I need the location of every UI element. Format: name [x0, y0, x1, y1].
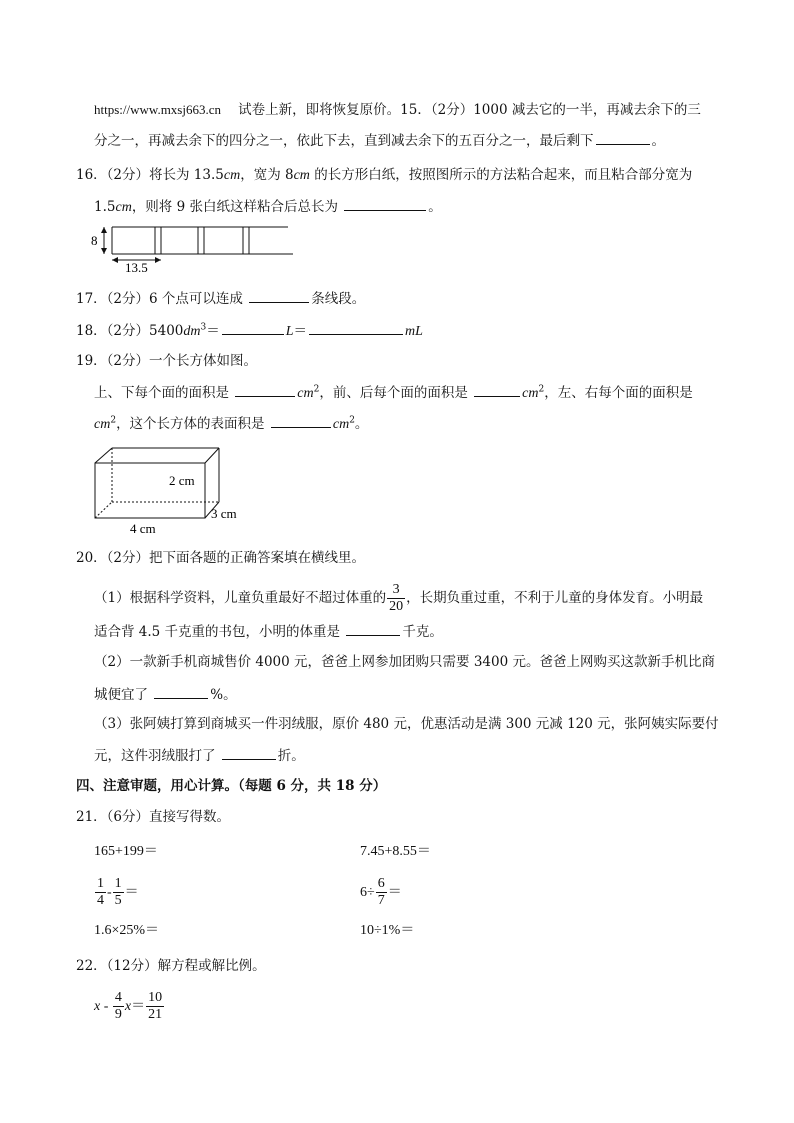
fraction: [113, 876, 124, 909]
q20-p1-line1: [94, 582, 703, 615]
numerator: 3: [387, 582, 405, 599]
answer-blank[interactable]: [346, 621, 400, 636]
numerator: 1: [114, 876, 122, 891]
q20-text: 千克。: [402, 624, 443, 640]
operator: -: [100, 999, 112, 1014]
superscript: 2: [538, 384, 545, 395]
fraction: [113, 990, 124, 1023]
numerator: 6: [377, 876, 385, 891]
q19-end: 。: [354, 416, 369, 432]
denominator: 5: [114, 893, 122, 908]
q15-line1: [94, 100, 701, 120]
fraction: [95, 876, 106, 909]
q19-text: ，左、右每个面的面积是: [544, 385, 693, 401]
q16-text: ，宽为 8: [240, 167, 294, 183]
q20-p1-line2: [94, 621, 443, 642]
q20-text: %。: [210, 687, 237, 703]
answer-blank[interactable]: [474, 382, 520, 397]
q16-text: 的长方形白纸，按照图所示的方法粘合起来，而且粘合部分宽为: [309, 167, 693, 183]
q19-text: ，这个长方体的表面积是: [116, 416, 265, 432]
superscript: 2: [313, 384, 320, 395]
answer-blank[interactable]: [249, 288, 309, 303]
q19-text: ，前、后每个面的面积是: [319, 385, 468, 401]
q17-text: 17．（2分）6 个点可以连成: [76, 291, 243, 307]
equals: ＝: [293, 323, 308, 339]
q21-title: 21．（6分）直接写得数。: [76, 809, 231, 825]
q15-text: 试卷上新，即将恢复原价。15．（2分）1000 减去它的一半，再减去余下的三: [238, 102, 701, 118]
unit-cm: cm: [332, 417, 350, 432]
site-url: https://www.mxsj663.cn: [94, 102, 221, 117]
q22-title: 22．（12分）解方程或解比例。: [76, 958, 266, 974]
superscript: 2: [110, 415, 117, 426]
q16-text: ，则将 9 张白纸这样粘合后总长为: [131, 199, 338, 215]
numerator: 4: [114, 990, 122, 1005]
answer-blank[interactable]: [596, 130, 650, 145]
q18-line: [76, 320, 423, 342]
q20-title: 20．（2分）把下面各题的正确答案填在横线里。: [76, 550, 366, 566]
unit-cm: cm: [293, 168, 310, 183]
q19-title: 19．（2分）一个长方体如图。: [76, 353, 258, 369]
section-heading: 四、注意审题，用心计算。（每题 6 分，共 18 分）: [76, 778, 387, 794]
q18-text: 18．（2分）5400: [76, 323, 184, 339]
expr-4: [360, 876, 402, 909]
q20-text: 折。: [277, 748, 305, 764]
expr-text: 6÷: [360, 885, 375, 900]
expr-1: 165+199＝: [94, 844, 158, 859]
q15-end: 。: [651, 133, 665, 149]
unit-l: L: [285, 324, 294, 339]
numerator: 10: [148, 990, 163, 1005]
variable-x: x: [124, 999, 132, 1014]
answer-blank[interactable]: [154, 684, 208, 699]
answer-blank[interactable]: [235, 382, 295, 397]
q20-p2-line1: （2）一款新手机商城售价 4000 元，爸爸上网参加团购只需要 3400 元。爸爸上网购买这款新手机比商: [94, 654, 715, 670]
unit-ml: mL: [405, 324, 423, 339]
numerator: 1: [97, 876, 104, 891]
expr-6: 10÷1%＝: [360, 923, 415, 938]
q20-p3-line1: （3）张阿姨打算到商城买一件羽绒服，原价 480 元，优惠活动是满 300 元减 120 元，张阿姨实际要付: [94, 716, 719, 732]
dim-width: 4 cm: [130, 521, 156, 536]
q15-text2: 分之一，再减去余下的四分之一，依此下去，直到减去余下的五百分之一，最后剩下: [94, 133, 594, 149]
unit-cm: cm: [522, 386, 539, 401]
variable-x: x: [94, 999, 101, 1014]
operator: -: [107, 885, 112, 900]
denominator: 9: [114, 1007, 122, 1022]
fraction: [387, 582, 405, 615]
q16-end: 。: [428, 199, 442, 215]
equals: ＝: [206, 323, 220, 339]
dim-depth: 3 cm: [211, 506, 237, 521]
q16-text: 16．（2分）将长为 13.5: [76, 167, 224, 183]
unit-cm: cm: [223, 168, 241, 183]
denominator: 21: [148, 1007, 163, 1022]
expr-3: [94, 876, 139, 909]
equals: ＝: [124, 885, 139, 900]
unit-cm: cm: [115, 200, 132, 215]
q20-text: 城便宜了: [94, 687, 148, 703]
equation: [94, 990, 165, 1023]
answer-blank[interactable]: [222, 745, 276, 760]
unit-dm: dm: [183, 324, 201, 339]
q19-text: 上、下每个面的面积是: [94, 385, 229, 401]
q16-line1: [76, 165, 692, 186]
q16-line2: [94, 196, 442, 218]
q16-text: 1.5: [94, 199, 116, 215]
q17-end: 条线段。: [311, 291, 366, 307]
q20-text: 适合背 4.5 千克重的书包，小明的体重是: [94, 624, 341, 640]
answer-blank[interactable]: [309, 320, 403, 335]
superscript: 2: [349, 415, 355, 426]
fraction: [376, 876, 387, 909]
height-label: 8: [91, 233, 98, 248]
q20-text: （1）根据科学资料，儿童负重最好不超过体重的: [94, 590, 387, 606]
q19-line2: [94, 413, 368, 435]
equals: ＝: [131, 999, 146, 1014]
superscript: 3: [200, 322, 207, 333]
q17-line: [76, 288, 365, 309]
denominator: 4: [97, 893, 104, 908]
answer-blank[interactable]: [344, 196, 426, 211]
q20-text: ，长期负重过重，不利于儿童的身体发育。小明最: [406, 590, 704, 606]
unit-cm: cm: [297, 386, 314, 401]
q20-p3-line2: [94, 745, 305, 766]
q20-p2-line2: [94, 684, 237, 705]
expr-2: 7.45+8.55＝: [360, 844, 431, 859]
cuboid-figure: [90, 444, 250, 536]
paper-strip-figure: [88, 222, 298, 276]
fraction: [146, 990, 164, 1023]
answer-blank[interactable]: [222, 320, 284, 335]
q20-text: 元，这件羽绒服打了: [94, 748, 216, 764]
width-label: 13.5: [125, 260, 148, 275]
q15-line2: [94, 130, 665, 151]
dim-height: 2 cm: [169, 473, 195, 488]
equals: ＝: [387, 885, 402, 900]
q19-line1: [94, 382, 693, 404]
answer-blank[interactable]: [271, 413, 331, 428]
expr-5: 1.6×25%＝: [94, 923, 160, 938]
unit-cm: cm: [94, 417, 111, 432]
denominator: 7: [377, 893, 385, 908]
denominator: 20: [389, 599, 404, 614]
